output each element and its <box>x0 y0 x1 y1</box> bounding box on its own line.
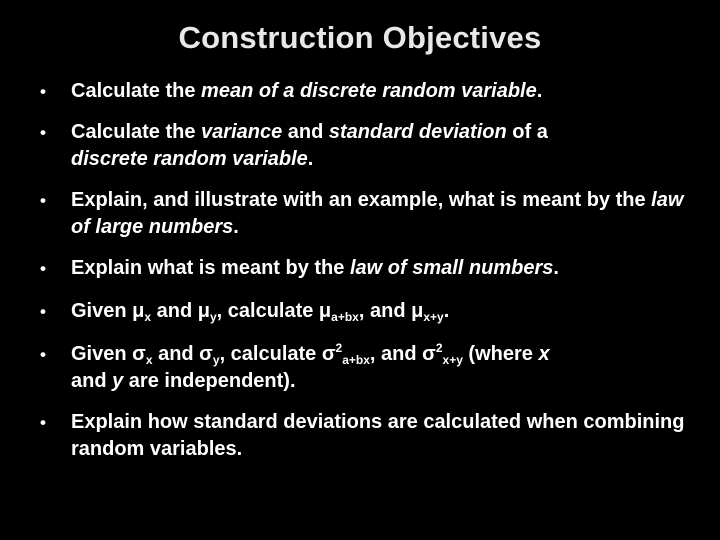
text: Calculate the <box>71 121 202 143</box>
text-italic: x <box>538 343 550 365</box>
slide-title: Construction Objectives <box>178 20 542 55</box>
text: . <box>443 300 450 322</box>
bullet-icon: • <box>40 345 46 364</box>
text-italic: law of small numbers <box>349 257 554 279</box>
text: Given μ <box>71 300 145 322</box>
text: and <box>282 121 329 143</box>
objective-law-small-numbers <box>40 255 701 282</box>
text-italic: standard deviation <box>328 121 507 143</box>
superscript: 2 <box>435 341 443 355</box>
text: and μ <box>151 300 210 322</box>
text: . <box>536 80 543 102</box>
bullet-icon: • <box>40 123 46 142</box>
text: Given σ <box>71 343 146 365</box>
text: Explain what is meant by the <box>71 257 350 279</box>
objective-variance <box>40 119 701 173</box>
text-italic: mean of a discrete random variable <box>201 80 537 102</box>
text: , and μ <box>358 300 424 322</box>
text-italic: variance <box>201 121 283 143</box>
text: Explain, and illustrate with an example, what is meant by the <box>71 189 652 211</box>
subscript: x <box>145 353 153 367</box>
subscript: x <box>144 310 152 324</box>
subscript: a+bx <box>331 310 359 324</box>
text: . <box>553 257 559 279</box>
objective-mean <box>40 78 701 105</box>
text: . <box>307 148 314 170</box>
text: , calculate μ <box>216 300 332 322</box>
objective-variance-combination <box>40 341 701 395</box>
text: are independent). <box>123 370 296 392</box>
bullet-icon: • <box>40 259 46 278</box>
text: Calculate the <box>71 80 202 102</box>
superscript: 2 <box>335 341 343 355</box>
text-italic: y <box>112 370 124 392</box>
objective-combining-sd <box>40 409 701 463</box>
bullet-icon: • <box>40 191 46 210</box>
text: . <box>233 216 239 238</box>
subscript: a+bx <box>342 353 370 367</box>
text-italic: law of large numbers <box>71 189 684 238</box>
text: , and σ <box>369 343 436 365</box>
subscript: y <box>209 310 217 324</box>
text: (where <box>462 343 539 365</box>
text: and <box>71 370 113 392</box>
objective-law-large-numbers <box>40 187 701 241</box>
bullet-icon: • <box>40 413 46 432</box>
bullet-icon: • <box>40 82 46 101</box>
text: Explain how standard deviations are calculated when combining random variables. <box>71 411 685 460</box>
bullet-icon: • <box>40 302 46 321</box>
text: , calculate σ <box>219 343 336 365</box>
subscript: y <box>212 353 220 367</box>
subscript: x+y <box>442 353 463 367</box>
text: and σ <box>152 343 213 365</box>
text-italic: discrete random variable <box>71 148 308 170</box>
subscript: x+y <box>423 310 444 324</box>
text: of a <box>506 121 548 143</box>
objective-means-combination <box>40 298 701 325</box>
